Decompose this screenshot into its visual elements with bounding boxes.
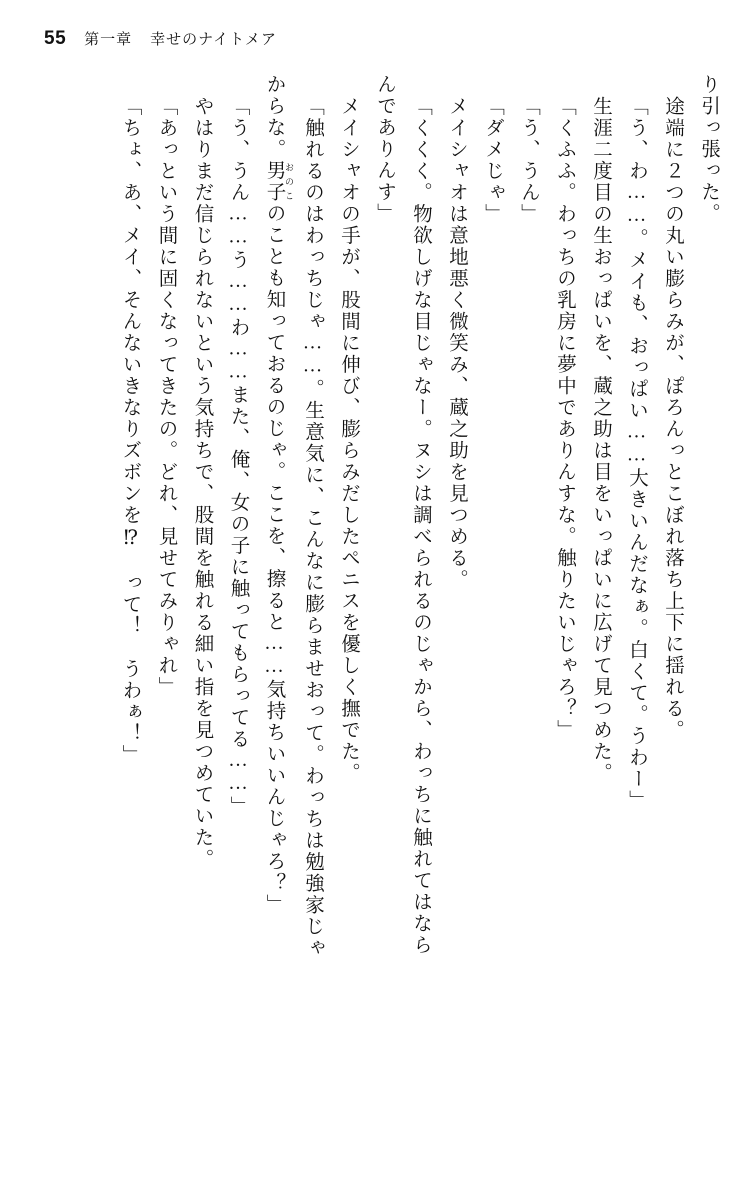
text-line: メイシャオは意地悪く微笑み、蔵之助を見つめる。 <box>446 96 467 591</box>
text-line: 「う、わ……。メイも、おっぱい……大きいんだなぁ。白くて。うわー」 <box>626 96 647 812</box>
text-line: 途端に２つの丸い膨らみが、ぽろんっとこぼれ落ち上下に揺れる。 <box>662 96 683 741</box>
running-header <box>44 28 708 58</box>
text-line: メイシャオの手が、股間に伸び、膨らみだしたペニスを優しく撫でた。 <box>338 96 359 784</box>
page-body <box>30 74 726 1176</box>
text-line: やはりまだ信じられないという気持ちで、股間を触れる細い指を見つめていた。 <box>191 96 213 870</box>
text-line: 「くふふ。わっちの乳房に夢中でありんすな。触りたいじゃろ？」 <box>554 96 575 741</box>
text-line: からな。男子 おのこのことも知っておるのじゃ。ここを、擦ると……気持ちいいんじゃろ？」 <box>263 74 294 916</box>
chapter-title: 幸せのナイトメア <box>150 31 277 48</box>
ruby-annotation: 男子 おのこ <box>263 160 294 203</box>
page-number: 55 <box>44 28 67 49</box>
text-line: 「あっという間に固くなってきたの。どれ、見せてみりゃれ」 <box>155 96 177 698</box>
text-line: 「ちょ、あ、メイ、そんないきなりズボンを⁉ って！ うわぁ！」 <box>119 96 141 766</box>
text-line: り引っ張った。 <box>698 74 719 225</box>
text-line: 「う、うん」 <box>518 96 539 225</box>
text-line: んでありんす」 <box>374 74 395 225</box>
vertical-text-block <box>30 74 726 1176</box>
text-line: 「くくく。物欲しげな目じゃなー。ヌシは調べられるのじゃから、わっちに触れてはなら <box>410 96 431 956</box>
text-line: 生涯二度目の生おっぱいを、蔵之助は目をいっぱいに広げて見つめた。 <box>590 96 611 784</box>
text-line: 「ダメじゃ」 <box>482 96 503 225</box>
text-line: 「う、うん……う……わ……また、俺、女の子に触ってもらってる……」 <box>227 96 249 818</box>
text-line: 「触れるのはわっちじゃ……。生意気に、こんなに膨らませおって。わっちは勉強家じゃ <box>302 96 323 959</box>
chapter-label <box>84 28 277 49</box>
chapter-number: 第一章 <box>84 31 133 48</box>
